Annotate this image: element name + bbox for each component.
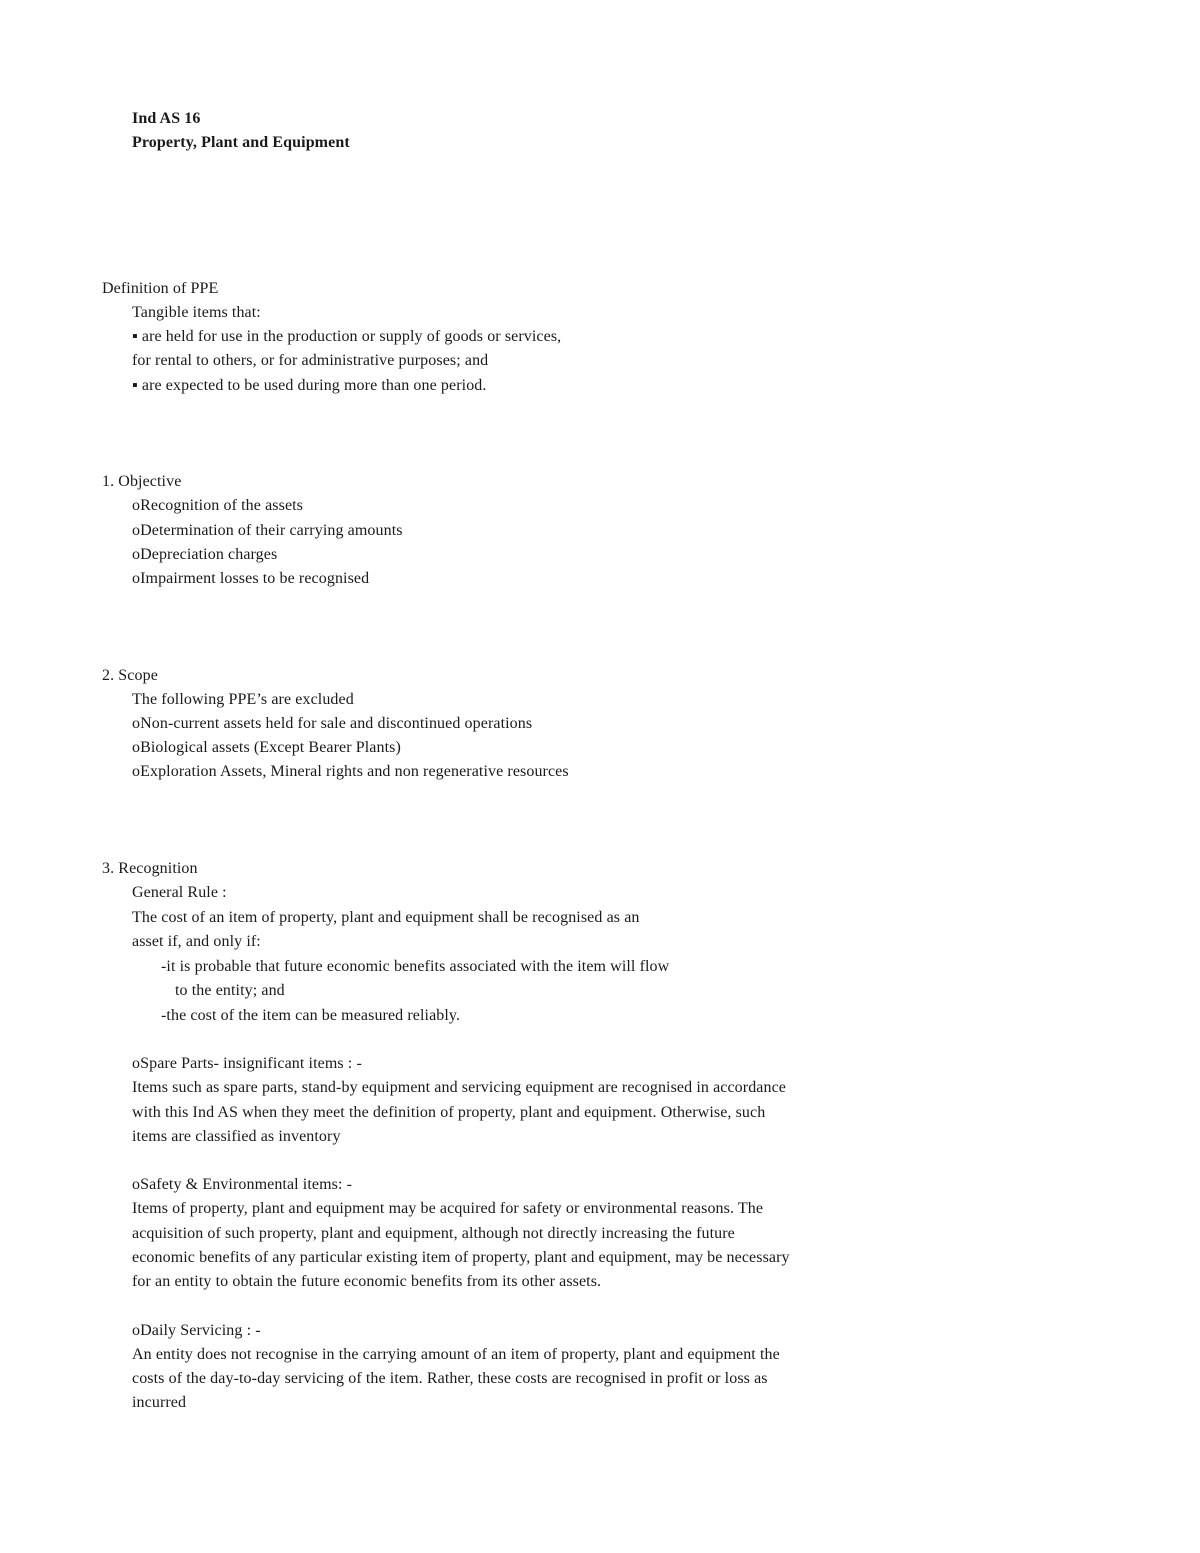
objective-item: oDepreciation charges [132, 546, 278, 563]
safety-line: acquisition of such property, plant and equipment, although not directly increasing the future [132, 1225, 735, 1242]
rule-line: asset if, and only if: [132, 933, 261, 950]
recognition-heading: 3. Recognition [102, 860, 198, 877]
scope-heading: 2. Scope [102, 667, 158, 684]
scope-item: oNon-current assets held for sale and discontinued operations [132, 715, 533, 732]
daily-servicing-line: costs of the day-to-day servicing of the item. Rather, these costs are recognised in profit or loss as [132, 1370, 768, 1387]
rule-line: The cost of an item of property, plant and equipment shall be recognised as an [132, 909, 640, 926]
objective-item: oImpairment losses to be recognised [132, 570, 370, 587]
definition-heading: Definition of PPE [102, 280, 219, 297]
definition-line: for rental to others, or for administrative purposes; and [132, 352, 489, 369]
spare-parts-line: items are classified as inventory [132, 1128, 341, 1145]
scope-item: oExploration Assets, Mineral rights and non regenerative resources [132, 763, 569, 780]
document-subtitle: Property, Plant and Equipment [132, 134, 350, 151]
spare-parts-heading: oSpare Parts- insignificant items : - [132, 1055, 362, 1072]
safety-heading: oSafety & Environmental items: - [132, 1176, 353, 1193]
objective-heading: 1. Objective [102, 473, 182, 490]
document-title: Ind AS 16 [132, 110, 201, 127]
definition-intro: Tangible items that: [132, 304, 261, 321]
condition-line: -it is probable that future economic benefits associated with the item will flow [161, 958, 670, 975]
safety-line: Items of property, plant and equipment may be acquired for safety or environmental reasons. The [132, 1200, 764, 1217]
general-rule-label: General Rule : [132, 884, 227, 901]
condition-line: to the entity; and [175, 982, 285, 999]
safety-line: economic benefits of any particular existing item of property, plant and equipment, may be necessary [132, 1249, 790, 1266]
definition-line: ▪ are expected to be used during more than one period. [132, 377, 487, 394]
objective-item: oDetermination of their carrying amounts [132, 522, 403, 539]
spare-parts-line: Items such as spare parts, stand-by equipment and servicing equipment are recognised in accordance [132, 1079, 787, 1096]
definition-line: ▪ are held for use in the production or supply of goods or services, [132, 328, 562, 345]
condition-line: -the cost of the item can be measured reliably. [161, 1007, 461, 1024]
safety-line: for an entity to obtain the future economic benefits from its other assets. [132, 1273, 602, 1290]
daily-servicing-heading: oDaily Servicing : - [132, 1322, 261, 1339]
objective-item: oRecognition of the assets [132, 497, 304, 514]
scope-item: oBiological assets (Except Bearer Plants) [132, 739, 401, 756]
scope-intro: The following PPE’s are excluded [132, 691, 354, 708]
spare-parts-line: with this Ind AS when they meet the definition of property, plant and equipment. Otherwise, such [132, 1104, 766, 1121]
daily-servicing-line: incurred [132, 1394, 187, 1411]
daily-servicing-line: An entity does not recognise in the carrying amount of an item of property, plant and equipment the [132, 1346, 780, 1363]
